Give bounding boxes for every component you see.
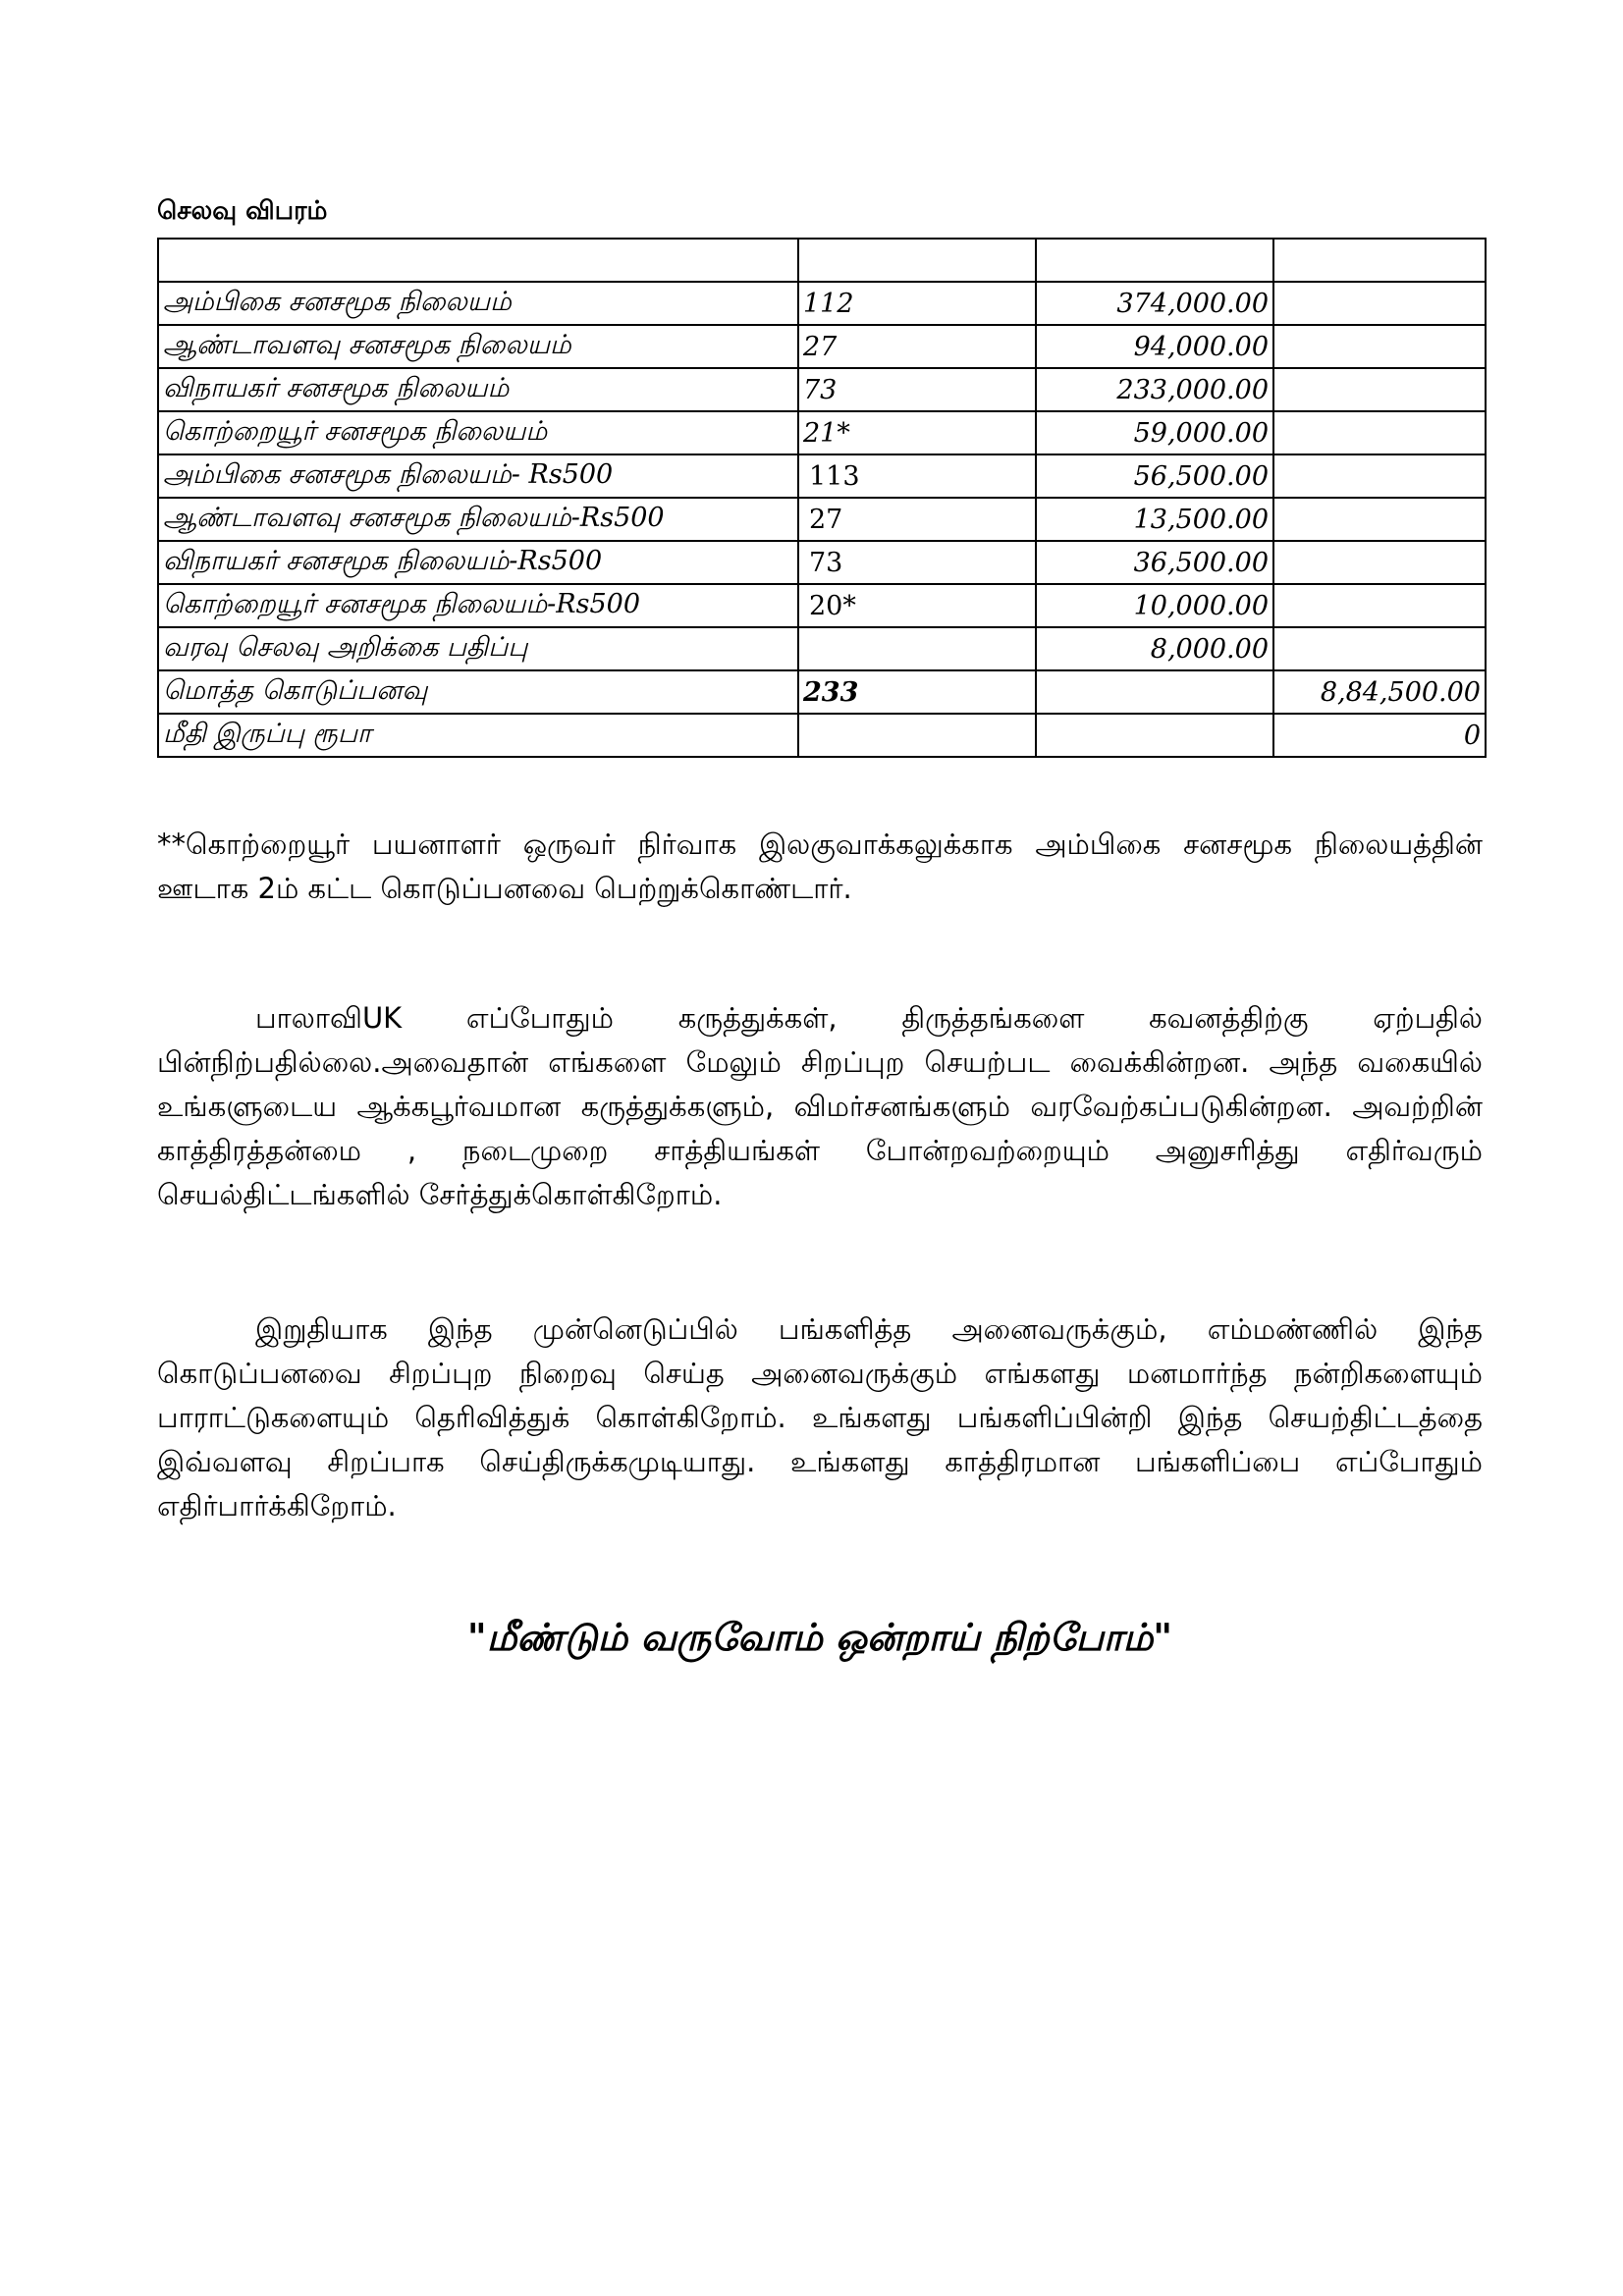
- row-count: 73: [798, 368, 1036, 411]
- row-count: 27: [798, 325, 1036, 368]
- row-count: 73: [798, 541, 1036, 584]
- table-row: [158, 368, 1486, 411]
- row-amount: [1036, 670, 1273, 714]
- table-row: [158, 239, 1486, 282]
- feedback-paragraph: பாலாவிUK எப்போதும் கருத்துக்கள், திருத்தங்களை கவனத்திற்கு ஏற்பதில் பின்நிற்பதில்லை.அவைதான் எங்களை மேலும் சிறப்புற செயற்பட வைக்கின்றன. அந்த வகையில் உங்களுடைய ஆக்கபூர்வமான கருத்துக்களும், விமர்சனங்களும் வரவேற்கப்படுகின்றன. அவற்றின் காத்திரத்தன்மை , நடைமுறை சாத்தியங்கள் போன்றவற்றையும் அனுசரித்து எதிர்வரும் செயல்திட்டங்களில் சேர்த்துக்கொள்கிறோம்.: [157, 1001, 1483, 1211]
- row-amount: 94,000.00: [1036, 325, 1273, 368]
- row-count: 233: [798, 670, 1036, 714]
- row-name: விநாயகர் சனசமூக நிலையம்-Rs500: [158, 541, 798, 584]
- row-total: [1273, 411, 1486, 454]
- table-row: [158, 454, 1486, 498]
- row-amount: 36,500.00: [1036, 541, 1273, 584]
- row-name: [158, 239, 798, 282]
- row-count: [798, 714, 1036, 757]
- row-count: 20*: [798, 584, 1036, 627]
- row-name: விநாயகர் சனசமூக நிலையம்: [158, 368, 798, 411]
- table-row: [158, 498, 1486, 541]
- row-total: [1273, 584, 1486, 627]
- row-name: அம்பிகை சனசமூக நிலையம்- Rs500: [158, 454, 798, 498]
- row-name: வரவு செலவு அறிக்கை பதிப்பு: [158, 627, 798, 670]
- row-amount: 233,000.00: [1036, 368, 1273, 411]
- row-total: [1273, 627, 1486, 670]
- row-total: [1273, 368, 1486, 411]
- row-amount: [1036, 239, 1273, 282]
- row-name: அம்பிகை சனசமூக நிலையம்: [158, 282, 798, 325]
- row-name: மொத்த கொடுப்பனவு: [158, 670, 798, 714]
- table-row: [158, 627, 1486, 670]
- expense-table: [157, 238, 1487, 758]
- row-amount: [1036, 714, 1273, 757]
- table-row: [158, 411, 1486, 454]
- row-total: 8,84,500.00: [1273, 670, 1486, 714]
- row-total: [1273, 325, 1486, 368]
- row-total: [1273, 282, 1486, 325]
- row-name: மீதி இருப்பு ரூபா: [158, 714, 798, 757]
- row-amount: 374,000.00: [1036, 282, 1273, 325]
- table-row: [158, 282, 1486, 325]
- row-count: 112: [798, 282, 1036, 325]
- row-total: [1273, 498, 1486, 541]
- row-count: 21*: [798, 411, 1036, 454]
- row-name: கொற்றையூர் சனசமூக நிலையம்: [158, 411, 798, 454]
- table-row: [158, 584, 1486, 627]
- row-name: ஆண்டாவளவு சனசமூக நிலையம்: [158, 325, 798, 368]
- thanks-paragraph: இறுதியாக இந்த முன்னெடுப்பில் பங்களித்த அனைவருக்கும், எம்மண்ணில் இந்த கொடுப்பனவை சிறப்புற நிறைவு செய்த அனைவருக்கும் எங்களது மனமார்ந்த நன்றிகளையும் பாராட்டுகளையும் தெரிவித்துக் கொள்கிறோம். உங்களது பங்களிப்பின்றி இந்த செயற்திட்டத்தை இவ்வளவு சிறப்பாக செய்திருக்கமுடியாது. உங்களது காத்திரமான பங்களிப்பை எப்போதும் எதிர்பார்க்கிறோம்.: [157, 1312, 1483, 1522]
- row-amount: 8,000.00: [1036, 627, 1273, 670]
- row-amount: 10,000.00: [1036, 584, 1273, 627]
- row-total: [1273, 541, 1486, 584]
- table-row: [158, 325, 1486, 368]
- row-amount: 56,500.00: [1036, 454, 1273, 498]
- row-count: [798, 239, 1036, 282]
- expense-heading: செலவு விபரம்: [157, 196, 328, 226]
- row-total: 0: [1273, 714, 1486, 757]
- footnote-text: **கொற்றையூர் பயனாளர் ஒருவர் நிர்வாக இலகுவாக்கலுக்காக அம்பிகை சனசமூக நிலையத்தின் ஊடாக 2ம் கட்ட கொடுப்பனவை பெற்றுக்கொண்டார்.: [157, 828, 1483, 905]
- table-row-total: [158, 670, 1486, 714]
- table-row: [158, 541, 1486, 584]
- row-count: 27: [798, 498, 1036, 541]
- row-amount: 59,000.00: [1036, 411, 1273, 454]
- slogan: "மீண்டும் வருவோம் ஒன்றாய் நிற்போம்": [466, 1616, 1173, 1659]
- row-count: 113: [798, 454, 1036, 498]
- row-name: கொற்றையூர் சனசமூக நிலையம்-Rs500: [158, 584, 798, 627]
- row-amount: 13,500.00: [1036, 498, 1273, 541]
- row-total: [1273, 454, 1486, 498]
- row-name: ஆண்டாவளவு சனசமூக நிலையம்-Rs500: [158, 498, 798, 541]
- table-row-balance: [158, 714, 1486, 757]
- row-total: [1273, 239, 1486, 282]
- row-count: [798, 627, 1036, 670]
